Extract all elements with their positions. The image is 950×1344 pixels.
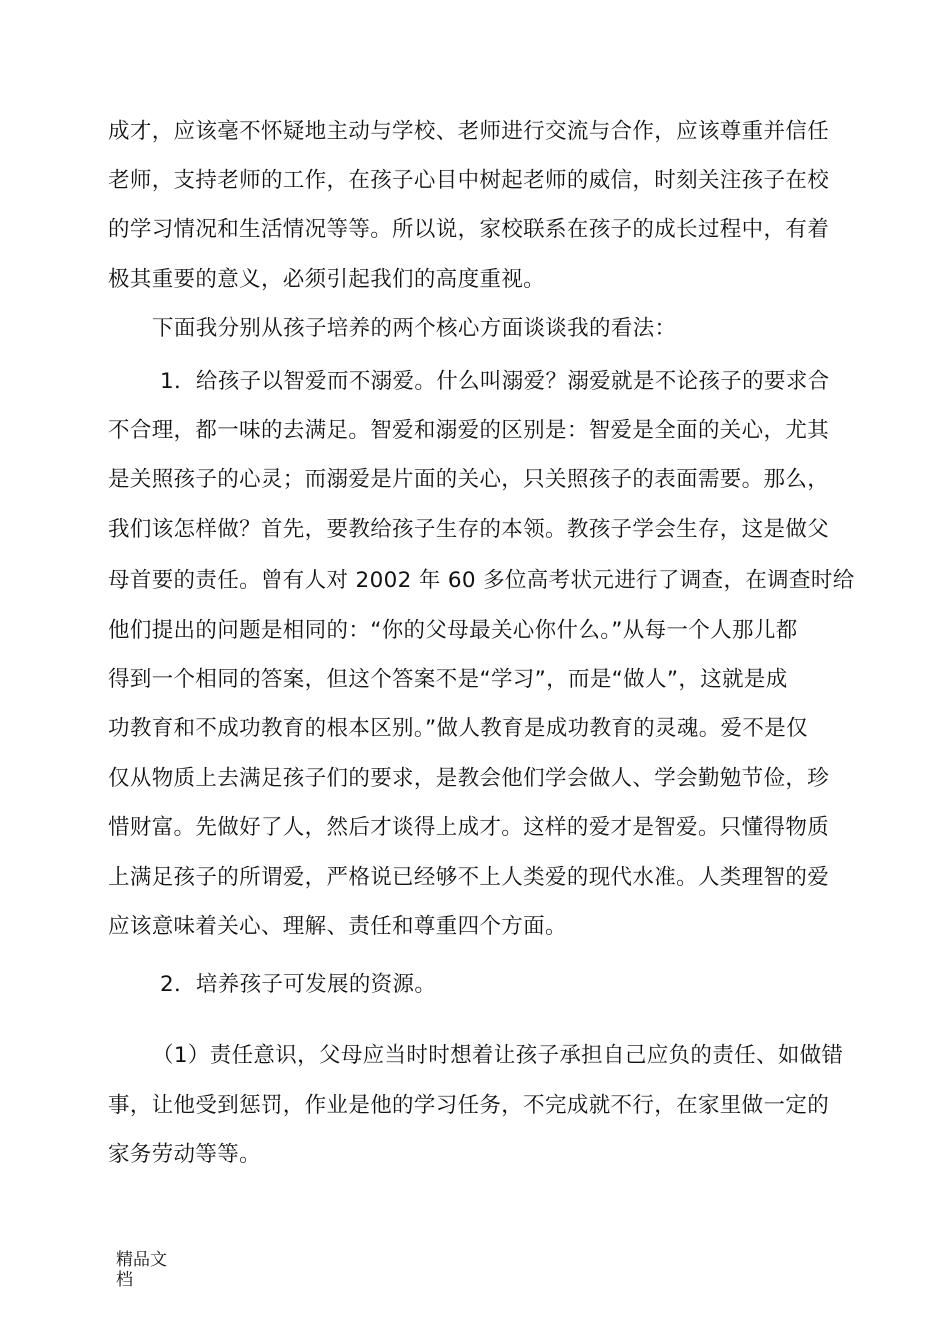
footer-watermark-line-2: 档 — [116, 1270, 133, 1290]
section-1-heading-line: 1．给孩子以智爱而不溺爱。什么叫溺爱？溺爱就是不论孩子的要求合 — [160, 369, 830, 394]
section-2-heading: 2．培养孩子可发展的资源。 — [160, 972, 437, 997]
intro-line: 下面我分别从孩子培养的两个核心方面谈谈我的看法： — [152, 316, 677, 341]
footer-watermark-line-1: 精品文 — [116, 1250, 167, 1270]
section-1-line-4: 我们该怎样做？首先，要教给孩子生存的本领。教孩子学会生存，这是做父 — [108, 517, 830, 542]
section-1-line-10: 惜财富。先做好了人，然后才谈得上成才。这样的爱才是智爱。只懂得物质 — [108, 815, 830, 840]
paragraph-line-3: 的学习情况和生活情况等等。所以说，家校联系在孩子的成长过程中，有着 — [108, 217, 830, 242]
paragraph-line-1: 成才，应该毫不怀疑地主动与学校、老师进行交流与合作，应该尊重并信任 — [108, 119, 830, 144]
section-1-line-8: 功教育和不成功教育的根本区别。”做人教育是成功教育的灵魂。爱不是仅 — [108, 716, 808, 741]
subsection-1-line-3: 家务劳动等等。 — [108, 1142, 261, 1167]
section-1-line-12: 应该意味着关心、理解、责任和尊重四个方面。 — [108, 914, 567, 939]
subsection-1-line-1: （1）责任意识，父母应当时时想着让孩子承担自己应负的责任、如做错 — [152, 1043, 844, 1068]
subsection-1-line-2: 事，让他受到惩罚，作业是他的学习任务，不完成就不行，在家里做一定的 — [108, 1093, 830, 1118]
section-1-line-3: 是关照孩子的心灵；而溺爱是片面的关心，只关照孩子的表面需要。那么， — [108, 467, 830, 492]
paragraph-line-2: 老师，支持老师的工作，在孩子心目中树起老师的威信，时刻关注孩子在校 — [108, 168, 830, 193]
section-1-line-2: 不合理，都一味的去满足。智爱和溺爱的区别是：智爱是全面的关心，尤其 — [108, 418, 830, 443]
paragraph-line-4: 极其重要的意义，必须引起我们的高度重视。 — [108, 267, 546, 292]
section-1-line-7: 得到一个相同的答案，但这个答案不是“学习”，而是“做人”，这就是成 — [108, 667, 788, 692]
section-1-line-11: 上满足孩子的所谓爱，严格说已经够不上人类爱的现代水准。人类理智的爱 — [108, 865, 830, 890]
section-1-line-5: 母首要的责任。曾有人对 2002 年 60 多位高考状元进行了调查，在调查时给 — [108, 568, 855, 593]
section-1-line-9: 仅从物质上去满足孩子们的要求，是教会他们学会做人、学会勤勉节俭，珍 — [108, 766, 830, 791]
section-1-line-6: 他们提出的问题是相同的：“你的父母最关心你什么。”从每一个人那儿都 — [108, 618, 798, 643]
